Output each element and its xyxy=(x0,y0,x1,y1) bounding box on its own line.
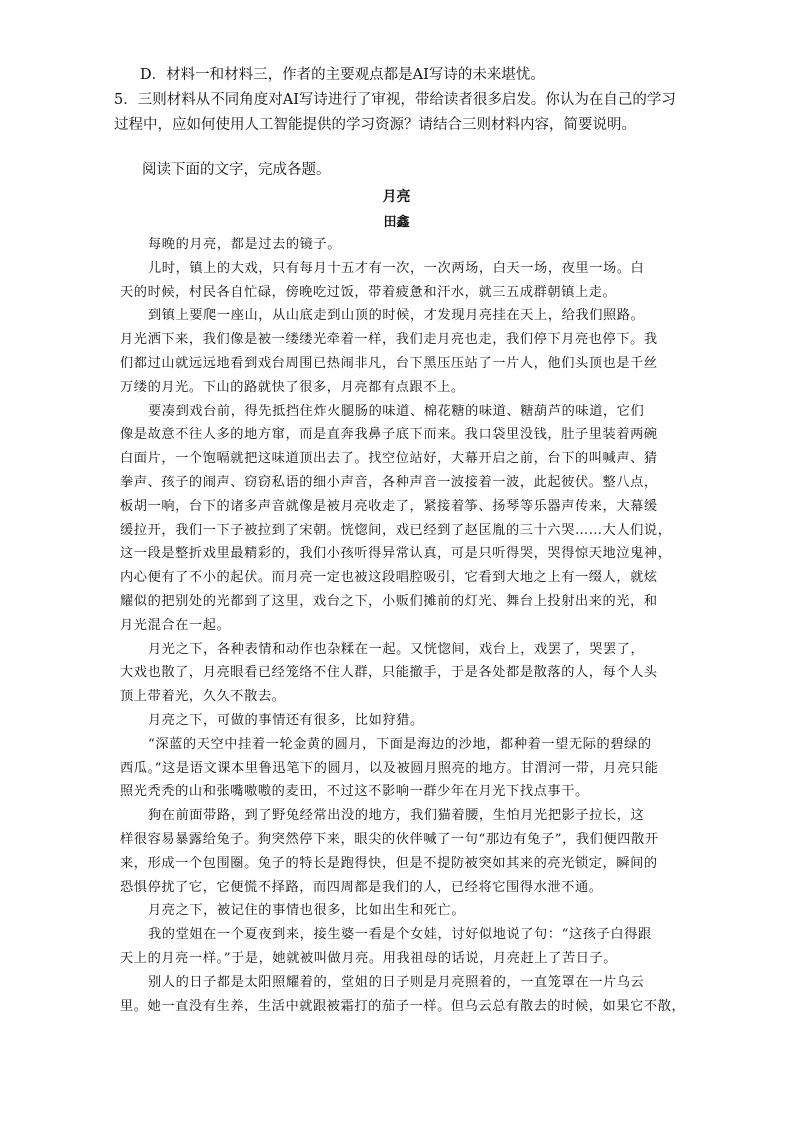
article-line: 西瓜。”这是语文课本里鲁迅笔下的圆月，以及被圆月照亮的地方。甘渭河一带，月亮只能 xyxy=(120,760,659,776)
article-line: 月光之下，各种表情和动作也杂糅在一起。又恍惚间，戏台上，戏罢了，哭罢了， xyxy=(148,641,645,657)
article-line: 耀似的把别处的光都到了这里，戏台之下，小贩们摊前的灯光、舞台上投射出来的光，和 xyxy=(120,593,658,609)
option-d: D．材料一和材料三，作者的主要观点都是AI写诗的未来堪忧。 xyxy=(140,67,545,83)
article-line: 照光秃秃的山和张嘴嗷嗷的麦田，不过这不影响一群少年在月光下找点事干。 xyxy=(120,784,589,800)
reading-instruction: 阅读下面的文字，完成各题。 xyxy=(142,162,331,178)
article-line: 内心便有了不小的起伏。而月亮一定也被这段唱腔吸引，它看到大地之上有一缀人，就炫 xyxy=(120,570,658,586)
article-line: 到镇上要爬一座山，从山底走到山顶的时候，才发现月亮挂在天上，给我们照路。 xyxy=(148,308,645,324)
article-line: 白面片，一个饱嗝就把这味道顶出去了。找空位站好，大幕开启之前，台下的叫喊声、猜 xyxy=(120,451,658,467)
article-line: 月亮之下，被记住的事情也很多，比如出生和死亡。 xyxy=(148,903,466,919)
article-line: 月光洒下来，我们像是被一缕缕光牵着一样，我们走月亮也走，我们停下月亮也停下。我 xyxy=(120,332,658,348)
article-line: 像是故意不往人多的地方窜，而是直奔我鼻子底下而来。我口袋里没钱，肚子里装着两碗 xyxy=(120,427,658,443)
question-5 xyxy=(114,88,694,138)
article-line: 月亮之下，可做的事情还有很多，比如狩猎。 xyxy=(148,712,424,728)
article-line: 大戏也散了，月亮眼看已经笼络不住人群，只能撤手，于是各处都是散落的人，每个人头 xyxy=(120,665,658,681)
article-line: “深蓝的天空中挂着一轮金黄的圆月，下面是海边的沙地，都种着一望无际的碧绿的 xyxy=(148,736,652,752)
article-line: 我的堂姐在一个夏夜到来，接生婆一看是个女娃，讨好似地说了句：“这孩子白得跟 xyxy=(148,927,652,943)
article-line: 恐惧停扰了它，它便慌不择路，而四周都是我们的人，已经将它围得水泄不通。 xyxy=(120,879,603,895)
article-line: 天上的月亮一样。”于是，她就被叫做月亮。用我祖母的话说，月亮赶上了苦日子。 xyxy=(120,950,618,966)
article-line: 万缕的月光。下山的路就快了很多，月亮都有点跟不上。 xyxy=(120,379,465,395)
article-line: 样很容易暴露给兔子。狗突然停下来，眼尖的伙伴喊了一句“那边有兔子”，我们便四散开 xyxy=(120,831,659,847)
article-line: 们都过山就远远地看到戏台周围已热闹非凡，台下黑压压站了一片人，他们头顶也是千丝 xyxy=(120,355,658,371)
article-line: 要凑到戏台前，得先抵挡住炸火腿肠的味道、棉花糖的味道、糖葫芦的味道，它们 xyxy=(148,403,645,419)
article-line: 拳声、孩子的闹声、窃窃私语的细小声音，各种声音一波接着一波，此起彼伏。整八点， xyxy=(120,474,658,490)
question-5-line-2: 过程中，应如何使用人工智能提供的学习资源？请结合三则材料内容，简要说明。 xyxy=(114,117,636,133)
article-author: 田鑫 xyxy=(383,215,410,230)
article-title: 月亮 xyxy=(382,189,411,205)
article-line: 天的时候，村民各自忙碌，傍晚吃过饭，带着疲惫和汗水，就三五成群朝镇上走。 xyxy=(120,284,617,300)
question-5-line-1: 5．三则材料从不同角度对AI写诗进行了审视，带给读者很多启发。你认为在自己的学习 xyxy=(114,92,676,108)
article-body xyxy=(120,233,686,1018)
article-line: 板胡一响，台下的诸多声音就像是被月亮收走了，紧接着筝、扬琴等乐器声传来，大幕缓 xyxy=(120,498,658,514)
article-line: 来，形成一个包围圈。兔子的特长是跑得快，但是不提防被突如其来的亮光锁定，瞬间的 xyxy=(120,855,658,871)
article-line: 每晚的月亮，都是过去的镜子。 xyxy=(148,237,342,252)
article-line: 缓拉开，我们一下子被拉到了宋朝。恍惚间，戏已经到了赵匡胤的三十六哭……大人们说， xyxy=(120,522,672,538)
article-line: 顶上带着光，久久不散去。 xyxy=(120,689,286,705)
article-line: 月光混合在一起。 xyxy=(120,617,231,633)
article-line: 里。她一直没有生养，生活中就跟被霜打的茄子一样。但乌云总有散去的时候，如果它不散， xyxy=(120,998,686,1014)
article-line: 别人的日子都是太阳照耀着的，堂姐的日子则是月亮照着的，一直笼罩在一片乌云 xyxy=(148,974,645,990)
article-line: 狗在前面带路，到了野兔经常出没的地方，我们猫着腰，生怕月光把影子拉长，这 xyxy=(148,808,645,824)
article-line: 这一段是整折戏里最精彩的，我们小孩听得异常认真，可是只听得哭，哭得惊天地泣鬼神， xyxy=(120,546,672,562)
article-line: 儿时，镇上的大戏，只有每月十五才有一次，一次两场，白天一场，夜里一场。白 xyxy=(148,260,645,276)
